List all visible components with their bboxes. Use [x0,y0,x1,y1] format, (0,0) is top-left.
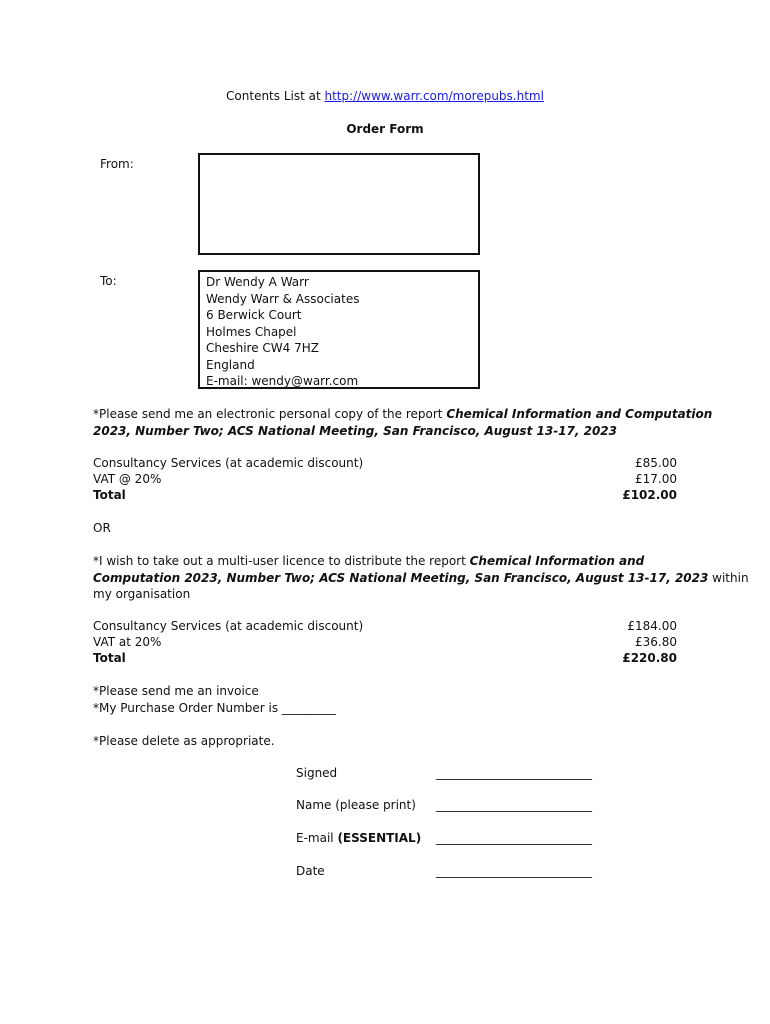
option1-total-label: Total [93,488,126,502]
option1-vat-label: VAT @ 20% [93,472,162,486]
email-label-text: E-mail [296,831,338,845]
email-field[interactable]: __________________________ [436,831,592,845]
signed-field[interactable]: __________________________ [436,766,592,780]
option2-line3: my organisation [93,587,191,601]
option2-report-title-1: Chemical Information and [469,554,645,568]
address-line: England [206,357,255,372]
name-field[interactable]: __________________________ [436,798,592,812]
page-title: Order Form [346,122,424,136]
address-email-line: E-mail: wendy@warr.com [206,374,359,388]
contents-list-prefix: Contents List at [226,89,325,103]
option1-report-title-2: 2023, Number Two; ACS National Meeting, San Francisco, August 13-17, 2023 [93,423,618,438]
option2-item-label: Consultancy Services (at academic discount) [93,619,364,633]
more-pubs-link[interactable]: http://www.warr.com/morepubs.html [324,89,544,103]
to-address-box [198,270,480,389]
delete-note: *Please delete as appropriate. [93,734,275,748]
option2-total-label: Total [93,651,126,665]
option1-prefix: *Please send me an electronic personal copy of the report [93,407,447,421]
address-line: 6 Berwick Court [206,308,302,322]
date-label: Date [296,864,325,878]
address-line: Holmes Chapel [206,324,297,339]
option2-vat-label: VAT at 20% [93,635,162,649]
date-field[interactable]: __________________________ [436,864,592,878]
option1-item-label: Consultancy Services (at academic discount) [93,456,364,470]
name-label: Name (please print) [296,798,416,812]
option1-item-amount: £85.00 [635,456,677,470]
option2-report-title-2: Computation 2023, Number Two; ACS National Meeting, San Francisco, August 13-17, 2023 [93,570,709,585]
option2-total-amount: £220.80 [622,651,677,665]
option1-total-amount: £102.00 [622,488,677,502]
address-line: Cheshire CW4 7HZ [206,341,319,355]
option2-suffix: within [708,570,749,585]
purchase-order-line[interactable]: *My Purchase Order Number is _________ [93,701,336,715]
option1-report-title-1: Chemical Information and Computation [446,407,713,421]
option2-prefix: *I wish to take out a multi-user licence to distribute the report [93,554,470,568]
option1-vat-amount: £17.00 [635,472,677,486]
signed-label: Signed [296,766,338,780]
invoice-request: *Please send me an invoice [93,684,259,698]
address-line: Wendy Warr & Associates [206,291,360,306]
option2-request [93,553,749,603]
from-label: From: [100,157,134,171]
to-label: To: [100,274,117,288]
address-line: Dr Wendy A Warr [206,275,309,289]
from-address-box[interactable] [198,153,480,255]
email-essential-text: (ESSENTIAL) [337,831,422,845]
option2-vat-amount: £36.80 [635,635,677,649]
contents-list-line [0,89,770,103]
or-separator: OR [93,521,111,535]
option2-item-amount: £184.00 [627,619,677,633]
email-label [296,831,421,845]
option1-request [93,406,713,439]
